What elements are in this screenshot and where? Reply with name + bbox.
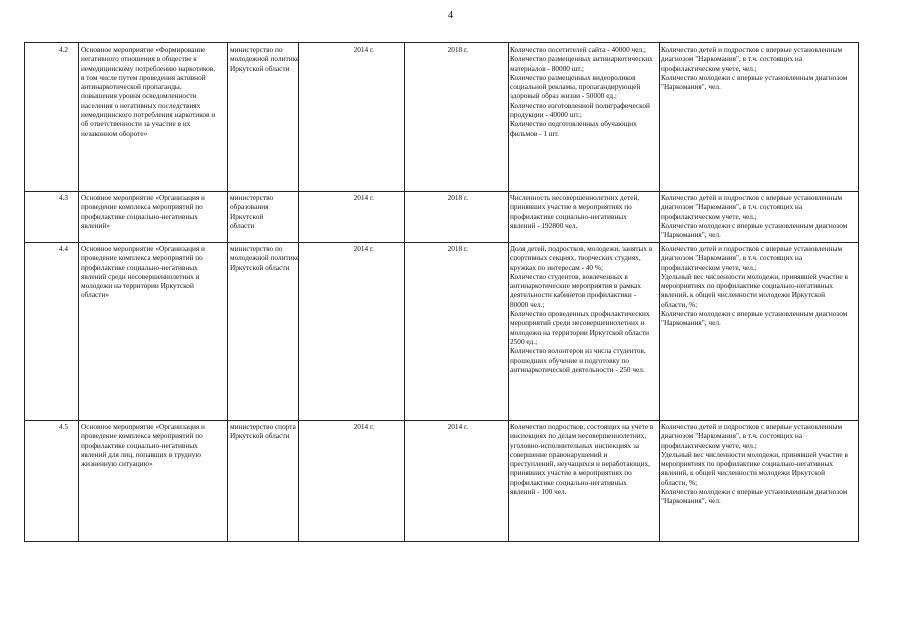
executor-cell: министерство образования Иркутской области [230, 193, 274, 230]
end-year-cell: 2018 г. [447, 244, 468, 253]
start-year-cell: 2014 г. [353, 193, 374, 202]
executor-cell: министерство по молодежной политике Иркутской области [230, 244, 300, 272]
row-number: 4.5 [58, 422, 68, 431]
table-top-border [24, 42, 858, 43]
page-number: 4 [448, 10, 453, 21]
targets-cell: Количество детей и подростков с впервые установленным диагнозом "Наркомания", в т.ч. состоящих на профилактическом учете, чел.; Удельный вес численности молодежи, принявшей участие в мероприятиях по профилактике социально-негативных явлений, к общей численности молодежи Иркутской области, %; Количество молодежи с впервые установленным диагнозом "Наркомания", чел. [661, 244, 848, 328]
row-number: 4.2 [58, 45, 68, 54]
row-number: 4.3 [58, 193, 68, 202]
table-bottom-border [24, 541, 858, 542]
table-left-border [24, 42, 25, 542]
event-cell: Основное мероприятие «Организация и проведение комплекса мероприятий по профилактике социально-негативных явлений среди несовершеннолетних и молодежи на территории Иркутской области» [81, 244, 205, 300]
start-year-cell: 2014 г. [353, 244, 374, 253]
executor-cell: министерство спорта Иркутской области [230, 422, 296, 441]
targets-cell: Количество детей и подростков с впервые установленным диагнозом "Наркомания", в т.ч. состоящих на профилактическом учете, чел.; Удельный вес численности молодежи, принявшей участие в мероприятиях по профилактике социально-негативных явлений, к общей численности молодежи Иркутской области, %; Количество молодежи с впервые установленным диагнозом "Наркомания", чел. [661, 422, 848, 506]
start-year-cell: 2014 г. [353, 45, 374, 54]
start-year-cell: 2014 г. [353, 422, 374, 431]
row-divider [24, 420, 858, 421]
event-cell: Основное мероприятие «Организация и проведение комплекса мероприятий по профилактике социально-негативных явлений для лиц, попавших в трудную жизненную ситуацию» [81, 422, 205, 469]
targets-cell: Количество детей и подростков с впервые установленным диагнозом "Наркомания", в т.ч. состоящих на профилактическом учете, чел.; Количество молодежи с впервые установленным диагнозом "Наркомания", чел. [661, 45, 848, 92]
end-year-cell: 2018 г. [447, 193, 468, 202]
column-divider [404, 42, 405, 542]
column-divider [298, 42, 299, 542]
indicators-cell: Численность несовершеннолетних детей, принявших участие в мероприятиях по профилактике социально-негативных явлений - 192800 чел. [510, 193, 640, 230]
column-divider [78, 42, 79, 542]
end-year-cell: 2014 г. [447, 422, 468, 431]
row-divider [24, 242, 858, 243]
event-cell: Основное мероприятие «Формирование негативного отношения в обществе к немедицинскому потреблению наркотиков, в том числе путем проведения активной антинаркотической пропаганды, повышения уровня осведомленности населения о негативных последствиях немедицинского потребления наркотиков и об ответственности за участие в их незаконном обороте» [81, 45, 216, 138]
targets-cell: Количество детей и подростков с впервые установленным диагнозом "Наркомания", в т.ч. состоящих на профилактическом учете, чел.; Количество молодежи с впервые установленным диагнозом "Наркомания", чел. [661, 193, 848, 240]
executor-cell: министерство по молодежной политике Иркутской области [230, 45, 300, 73]
indicators-cell: Доля детей, подростков, молодежи, занятых в спортивных секциях, творческих студиях, кружках по интересам - 40 %; Количество студентов, вовлеченных в антинаркотические мероприятия в рамках деятельности кабинетов профилактики - 80000 чел.; Количество проведенных профилактических мероприятий среди несовершеннолетних и молодежи на территории Иркутской области 2500 ед.; Количество волонтеров из числа студентов, прошедших обучение и подготовку по антинаркотической деятельности - 250 чел. [510, 244, 653, 374]
row-divider [24, 191, 858, 192]
row-number: 4.4 [58, 244, 68, 253]
event-cell: Основное мероприятие «Организация и проведение комплекса мероприятий по профилактике социально-негативных явлений» [81, 193, 205, 230]
indicators-cell: Количество подростков, состоящих на учете в инспекциях по делам несовершеннолетних, уголовно-исполнительных инспекциях за совершение правонарушений и преступлений, неучащихся и неработающих, принявших участие в мероприятиях по профилактике социально-негативных явлений - 100 чел. [510, 422, 654, 497]
indicators-cell: Количество посетителей сайта - 40000 чел.; Количество размещенных антинаркотических материалов - 80000 шт.; Количество размещенных видеороликов социальной рекламы, пропагандирующей здоровый образ жизни - 50000 ед.; Количество изготовленной полиграфической продукции - 40000 шт.; Количество подготовленных обучающих фильмов - 1 шт. [510, 45, 653, 138]
column-divider [508, 42, 509, 542]
end-year-cell: 2018 г. [447, 45, 468, 54]
